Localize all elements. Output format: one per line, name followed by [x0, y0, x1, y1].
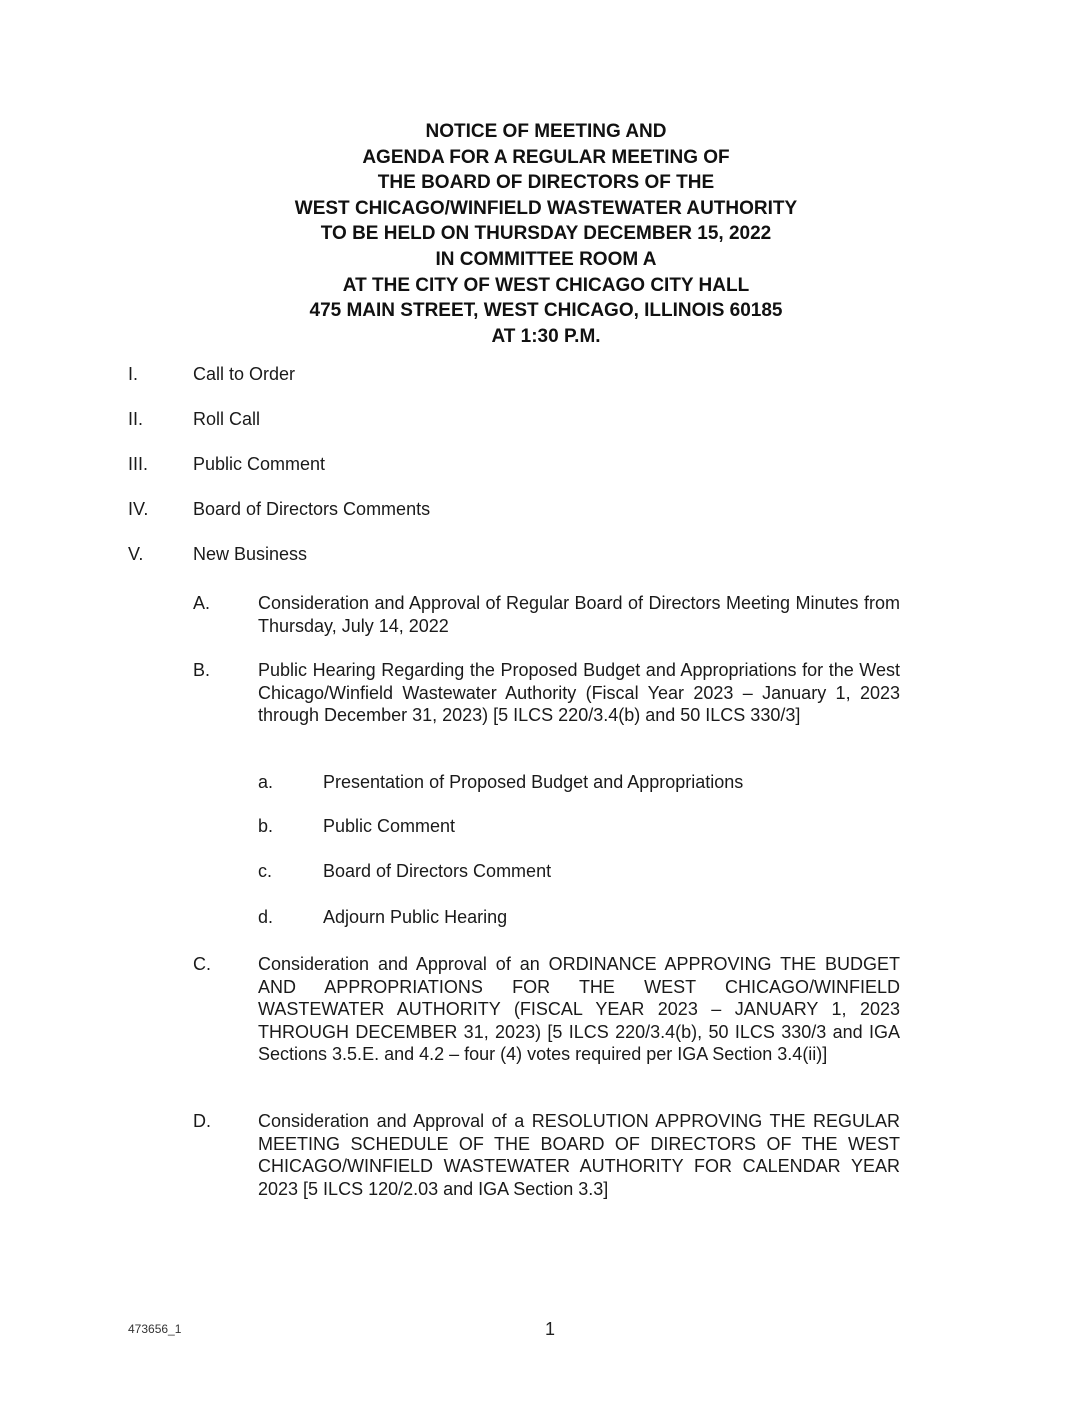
- hearing-subitem-letter: b.: [258, 816, 274, 836]
- hearing-subitem-text: Adjourn Public Hearing: [323, 907, 508, 927]
- new-business-item-letter: C.: [193, 954, 211, 974]
- agenda-item-number: III.: [128, 454, 149, 474]
- page-number: 1: [545, 1319, 556, 1339]
- title-line: AT THE CITY OF WEST CHICAGO CITY HALL: [342, 274, 750, 296]
- agenda-item-number: IV.: [128, 499, 149, 519]
- hearing-subitem-letter: a.: [258, 772, 274, 792]
- agenda-item-number: II.: [128, 409, 144, 429]
- title-line: TO BE HELD ON THURSDAY DECEMBER 15, 2022: [320, 223, 772, 245]
- new-business-item-text: Consideration and Approval of a RESOLUTION APPROVING THE REGULAR MEETING SCHEDULE OF THE BOARD OF DIRECTORS OF THE WEST CHICAGO/WINFIELD WASTEWATER AUTHORITY FOR CALENDAR YEAR 2023 [5 ILCS 120/2.03 and IGA Section 3.3]: [258, 1111, 900, 1199]
- hearing-subitem-text: Board of Directors Comment: [323, 861, 552, 881]
- agenda-item-text: Call to Order: [193, 364, 296, 384]
- hearing-subitem-text: Presentation of Proposed Budget and Appropriations: [323, 772, 744, 792]
- new-business-item-text: Public Hearing Regarding the Proposed Budget and Appropriations for the West Chicago/Winfield Wastewater Authority (Fiscal Year 2023 – January 1, 2023 through December 31, 2023) [5 ILCS 220/3.4(b) and 50 ILCS 330/3]: [258, 660, 900, 725]
- title-line: NOTICE OF MEETING AND: [425, 121, 667, 142]
- agenda-item-text: New Business: [193, 544, 308, 564]
- agenda-item-text: Public Comment: [193, 454, 326, 474]
- title-line: THE BOARD OF DIRECTORS OF THE: [377, 172, 715, 194]
- new-business-item-letter: B.: [193, 660, 211, 680]
- title-line: WEST CHICAGO/WINFIELD WASTEWATER AUTHORITY: [294, 197, 798, 219]
- new-business-item-letter: A.: [193, 593, 211, 613]
- agenda-item-text: Roll Call: [193, 409, 261, 429]
- hearing-subitem-letter: c.: [258, 861, 273, 881]
- new-business-item-text: Consideration and Approval of an ORDINANCE APPROVING THE BUDGET AND APPROPRIATIONS FOR THE WEST CHICAGO/WINFIELD WASTEWATER AUTHORITY (FISCAL YEAR 2023 – JANUARY 1, 2023 THROUGH DECEMBER 31, 2023) [5 ILCS 220/3.4(b), 50 ILCS 330/3 and IGA Sections 3.5.E. and 4.2 – four (4) votes required per IGA Section 3.4(ii)]: [258, 954, 900, 1064]
- agenda-item-text: Board of Directors Comments: [193, 499, 431, 519]
- hearing-subitem-text: Public Comment: [323, 816, 456, 836]
- new-business-item-text: Consideration and Approval of Regular Board of Directors Meeting Minutes from Thursday, July 14, 2022: [258, 593, 900, 636]
- title-line: AT 1:30 P.M.: [491, 325, 601, 347]
- meeting-notice-title: [200, 119, 892, 349]
- agenda-item-number: I.: [128, 364, 139, 384]
- title-line: 475 MAIN STREET, WEST CHICAGO, ILLINOIS 60185: [309, 300, 783, 322]
- document-id: 473656_1: [128, 1322, 182, 1336]
- agenda-item-number: V.: [128, 544, 144, 564]
- title-line: IN COMMITTEE ROOM A: [435, 248, 657, 270]
- new-business-item-letter: D.: [193, 1111, 211, 1131]
- hearing-subitem-letter: d.: [258, 907, 274, 927]
- title-line: AGENDA FOR A REGULAR MEETING OF: [362, 146, 730, 168]
